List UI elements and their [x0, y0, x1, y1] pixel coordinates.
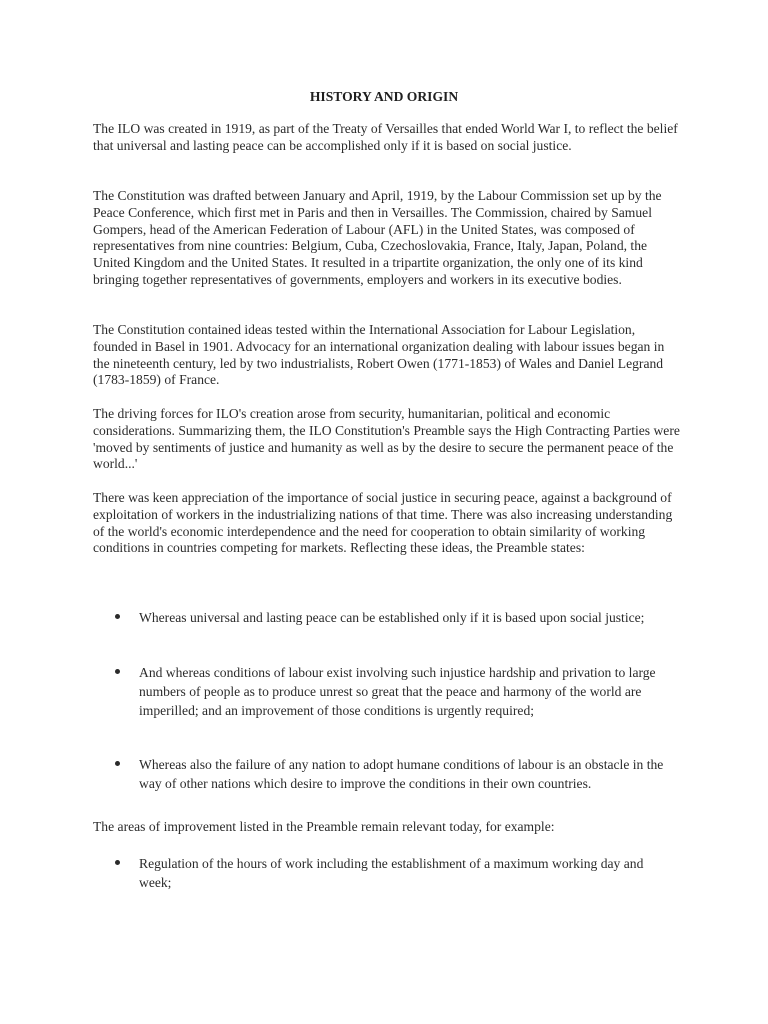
paragraph-ilo-creation: The ILO was created in 1919, as part of the Treaty of Versailles that ended World War I, to reflect the belief that universal and lasting peace can be accomplished only if it is based on social justice. — [93, 121, 678, 153]
bullet-icon — [115, 761, 120, 766]
paragraph-constitution-drafting: The Constitution was drafted between January and April, 1919, by the Labour Commission set up by the Peace Conference, which first met in Paris and then in Versailles. The Commission, chaired by Samuel Gompers, head of the American Federation of Labour (AFL) in the United States, was composed of representatives from nine countries: Belgium, Cuba, Czechoslovakia, France, Italy, Japan, Poland, the United Kingdom and the United States. It resulted in a tripartite organization, the only one of its kind bringing together representatives of governments, employers and workers in its executive bodies. — [93, 188, 662, 287]
bullet-icon — [115, 669, 120, 674]
paragraph-social-justice: There was keen appreciation of the importance of social justice in securing peace, against a background of exploitation of workers in the industrializing nations of that time. There was also increasing understanding of the world's economic interdependence and the need for cooperation to obtain similarity of working conditions in countries competing for markets. Reflecting these ideas, the Preamble states: — [93, 490, 673, 556]
bullet-icon — [115, 860, 120, 865]
list-item-text: And whereas conditions of labour exist involving such injustice hardship and privation to large numbers of people as to produce unrest so great that the peace and harmony of the world are imperilled; and an improvement of those conditions is urgently required; — [139, 665, 656, 719]
paragraph-areas-intro: The areas of improvement listed in the Preamble remain relevant today, for example: — [93, 819, 555, 834]
paragraph-constitution-ideas: The Constitution contained ideas tested within the International Association for Labour Legislation, founded in Basel in 1901. Advocacy for an international organization dealing with labour issues began in the nineteenth century, led by two industrialists, Robert Owen (1771-1853) of Wales and Daniel Legrand (1783-1859) of France. — [93, 322, 665, 388]
list-item-text: Whereas also the failure of any nation to adopt humane conditions of labour is an obstacle in the way of other nations which desire to improve the conditions in their own countries. — [139, 757, 664, 792]
paragraph-driving-forces: The driving forces for ILO's creation arose from security, humanitarian, political and economic considerations. Summarizing them, the ILO Constitution's Preamble says the High Contracting Parties were 'moved by sentiments of justice and humanity as well as by the desire to secure the permanent peace of the world...' — [93, 406, 680, 472]
bullet-icon — [115, 614, 120, 619]
list-item-text: Regulation of the hours of work including the establishment of a maximum working day and week; — [139, 856, 644, 891]
list-item-text: Whereas universal and lasting peace can be established only if it is based upon social justice; — [139, 610, 645, 625]
document-title: HISTORY AND ORIGIN — [309, 89, 459, 104]
